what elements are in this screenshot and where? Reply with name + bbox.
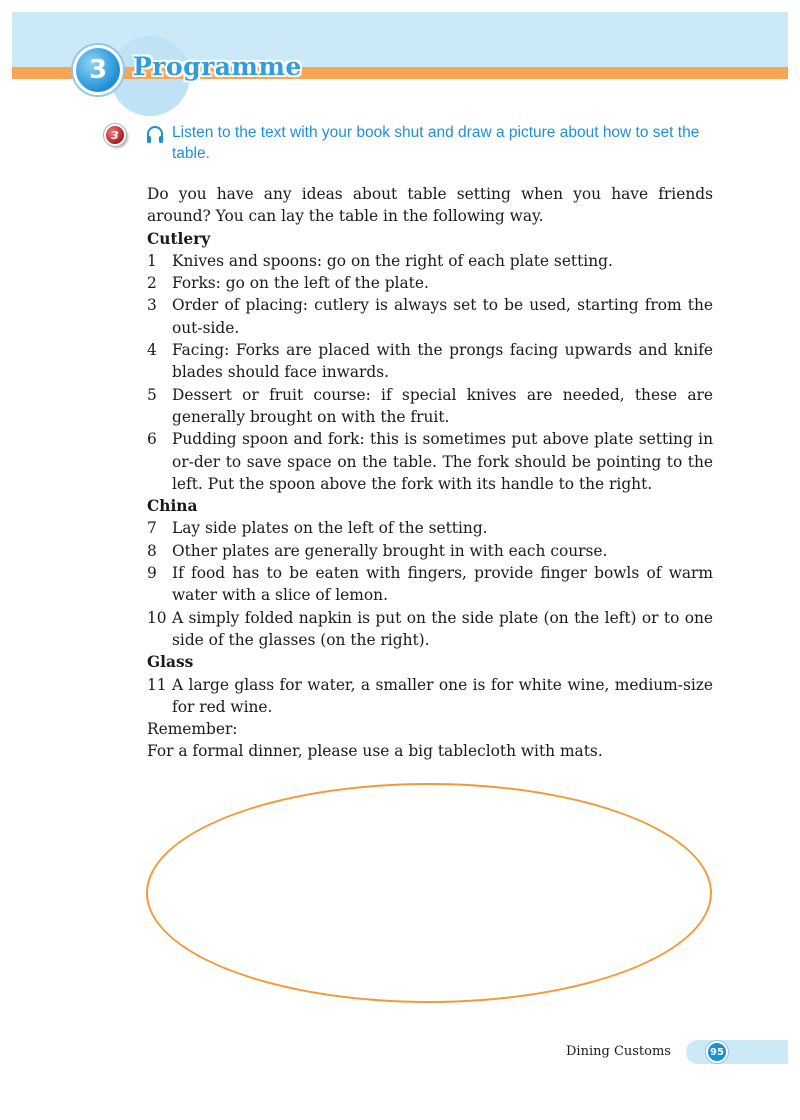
list-item: [147, 272, 713, 294]
item-text: If food has to be eaten with fingers, provide finger bowls of warm water with a slice of lemon.: [172, 564, 713, 605]
page-number: 95: [706, 1041, 728, 1063]
intro-paragraph: Do you have any ideas about table setting when you have friends around? You can lay the table in the following way.: [147, 185, 713, 226]
item-text: A simply folded napkin is put on the side plate (on the left) or to one side of the glasses (on the right).: [172, 608, 713, 649]
item-text: Order of placing: cutlery is always set to be used, starting from the out-side.: [172, 296, 713, 337]
item-number: 4: [147, 341, 157, 360]
item-text: Lay side plates on the left of the setting.: [172, 519, 488, 538]
item-number: 2: [147, 274, 157, 293]
item-number: 9: [147, 564, 157, 583]
list-item: [147, 540, 713, 562]
section-heading: China: [147, 497, 198, 516]
exercise-number-badge: 3: [104, 124, 126, 146]
list-item: [147, 562, 713, 607]
main-text: [147, 183, 713, 763]
footer-unit-title: Dining Customs: [566, 1044, 671, 1059]
section-glass: [147, 651, 713, 718]
remember-label: Remember:: [147, 720, 238, 739]
item-number: 8: [147, 541, 157, 560]
section-heading: Glass: [147, 653, 194, 672]
section-china: [147, 495, 713, 651]
section-number-badge: 3: [73, 45, 123, 95]
list-item: [147, 294, 713, 339]
item-number: 3: [147, 296, 157, 315]
list-item: [147, 517, 713, 539]
item-number: 5: [147, 385, 157, 404]
list-item: [147, 428, 713, 495]
list-item: [147, 607, 713, 652]
item-number: 10: [147, 608, 167, 627]
item-number: 1: [147, 251, 157, 270]
remember-text: For a formal dinner, please use a big tablecloth with mats.: [147, 742, 603, 761]
header-stripe: [12, 67, 788, 79]
list-item: [147, 674, 713, 719]
exercise-instruction: Listen to the text with your book shut and draw a picture about how to set the table.: [172, 124, 700, 162]
section-title: Programme: [133, 52, 302, 81]
item-text: A large glass for water, a smaller one is for white wine, medium-size for red wine.: [172, 675, 713, 716]
item-text: Facing: Forks are placed with the prongs facing upwards and knife blades should face inwards.: [172, 341, 713, 382]
headphones-icon: [145, 125, 165, 145]
section-cutlery: [147, 228, 713, 496]
footer-band: [686, 1040, 788, 1064]
item-text: Other plates are generally brought in with each course.: [172, 541, 608, 560]
item-text: Knives and spoons: go on the right of each plate setting.: [172, 251, 613, 270]
item-text: Dessert or fruit course: if special knives are needed, these are generally brought on with the fruit.: [172, 385, 713, 426]
item-number: 7: [147, 519, 157, 538]
item-text: Pudding spoon and fork: this is sometimes put above plate setting in or-der to save space on the table. The fork should be pointing to the left. Put the spoon above the fork with its handle to the right.: [172, 430, 713, 493]
drawing-area-oval[interactable]: [146, 783, 712, 1003]
list-item: [147, 339, 713, 384]
item-number: 11: [147, 675, 167, 694]
list-item: [147, 250, 713, 272]
item-number: 6: [147, 430, 157, 449]
list-item: [147, 384, 713, 429]
section-heading: Cutlery: [147, 229, 211, 248]
item-text: Forks: go on the left of the plate.: [172, 274, 429, 293]
